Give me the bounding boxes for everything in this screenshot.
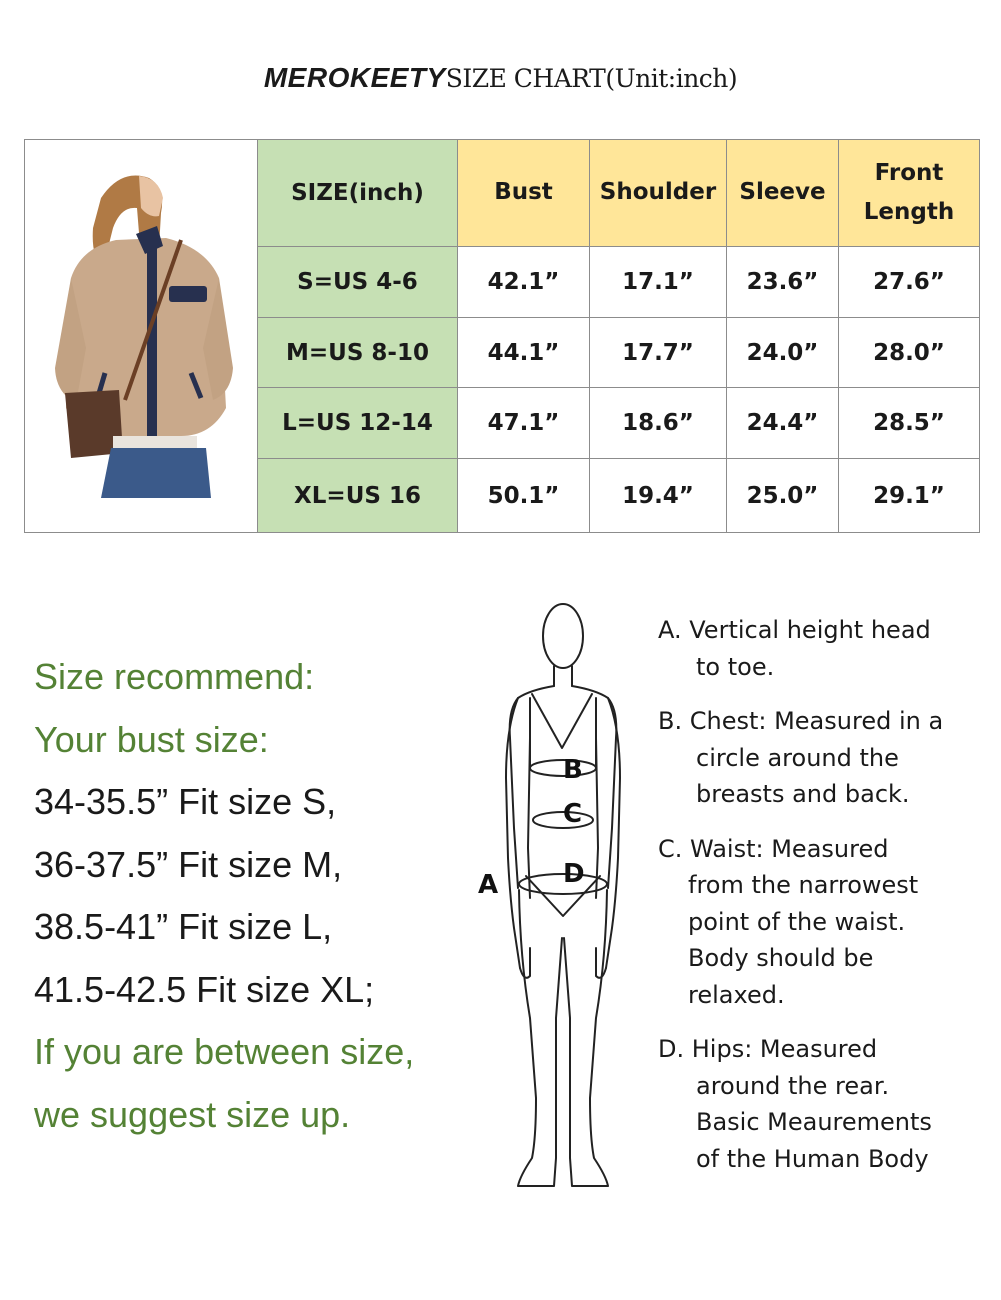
human-body-measurement-diagram [470,598,650,1198]
bust-cell: 47.1” [458,388,590,459]
brand-name: MEROKEETY [263,62,446,93]
header-front-length [839,140,980,247]
header-shoulder: Shoulder [590,140,727,247]
chart-title: SIZE CHART(Unit:inch) [445,64,738,93]
label-c: C [563,799,583,829]
measurement-definitions [658,612,988,1195]
length-cell: 29.1” [839,459,980,533]
definition-c-line-5: relaxed. [688,980,785,1009]
recommend-note-2: we suggest size up. [34,1093,351,1135]
definition-d-line-3: Basic Meaurements [696,1108,932,1136]
size-recommendation [34,646,414,1146]
header-front-label: Front [874,159,944,186]
definition-b [658,703,988,813]
table-header-row [25,140,980,247]
shoulder-cell: 17.1” [590,247,727,318]
definition-d-line-4: of the Human Body [696,1144,929,1173]
recommend-line-xl: 41.5-42.5 Fit size XL; [34,968,375,1010]
header-size: SIZE(inch) [258,140,458,247]
woman-in-fleece-jacket-photo [41,168,241,498]
definition-c-line-4: Body should be [688,944,874,972]
recommend-line-m: 36-37.5” Fit size M, [34,843,343,885]
definition-c-line-2: from the narrowest [688,871,919,899]
header-sleeve: Sleeve [727,140,839,247]
shoulder-cell: 17.7” [590,318,727,388]
product-photo-cell [25,140,258,533]
recommend-heading: Size recommend: [34,656,315,697]
sleeve-cell: 24.0” [727,318,839,388]
bust-cell: 50.1” [458,459,590,533]
size-cell: L=US 12-14 [258,388,458,459]
definition-c-line-3: point of the waist. [688,907,906,936]
sleeve-cell: 23.6” [727,247,839,318]
header-bust: Bust [458,140,590,247]
definition-c-line-1: C. Waist: Measured [658,834,889,863]
length-cell: 27.6” [839,247,980,318]
label-a: A [478,870,499,900]
label-b: B [563,755,583,785]
size-cell: S=US 4-6 [258,247,458,318]
length-cell: 28.5” [839,388,980,459]
sleeve-cell: 25.0” [727,459,839,533]
bust-cell: 44.1” [458,318,590,388]
page-title [0,62,1001,94]
definition-d-line-2: around the rear. [696,1071,890,1100]
definition-b-line-2: circle around the [696,743,899,772]
definition-b-line-1: B. Chest: Measured in a [658,707,944,735]
definition-a-line-1: A. Vertical height head [658,616,931,644]
recommend-subheading: Your bust size: [34,718,269,760]
header-length-label: Length [863,199,955,225]
label-d: D [563,859,585,889]
definition-b-line-3: breasts and back. [696,780,910,808]
size-cell: M=US 8-10 [258,318,458,388]
length-cell: 28.0” [839,318,980,388]
bust-cell: 42.1” [458,247,590,318]
sleeve-cell: 24.4” [727,388,839,459]
definition-d-line-1: D. Hips: Measured [658,1035,878,1063]
definition-a [658,612,988,685]
shoulder-cell: 18.6” [590,388,727,459]
definition-d [658,1031,988,1177]
definition-c [658,831,988,1014]
size-chart-table [24,139,980,533]
recommend-line-s: 34-35.5” Fit size S, [34,781,337,822]
recommend-note-1: If you are between size, [34,1031,415,1072]
recommend-line-l: 38.5-41” Fit size L, [34,906,333,947]
shoulder-cell: 19.4” [590,459,727,533]
definition-a-line-2: to toe. [696,652,775,681]
size-cell: XL=US 16 [258,459,458,533]
